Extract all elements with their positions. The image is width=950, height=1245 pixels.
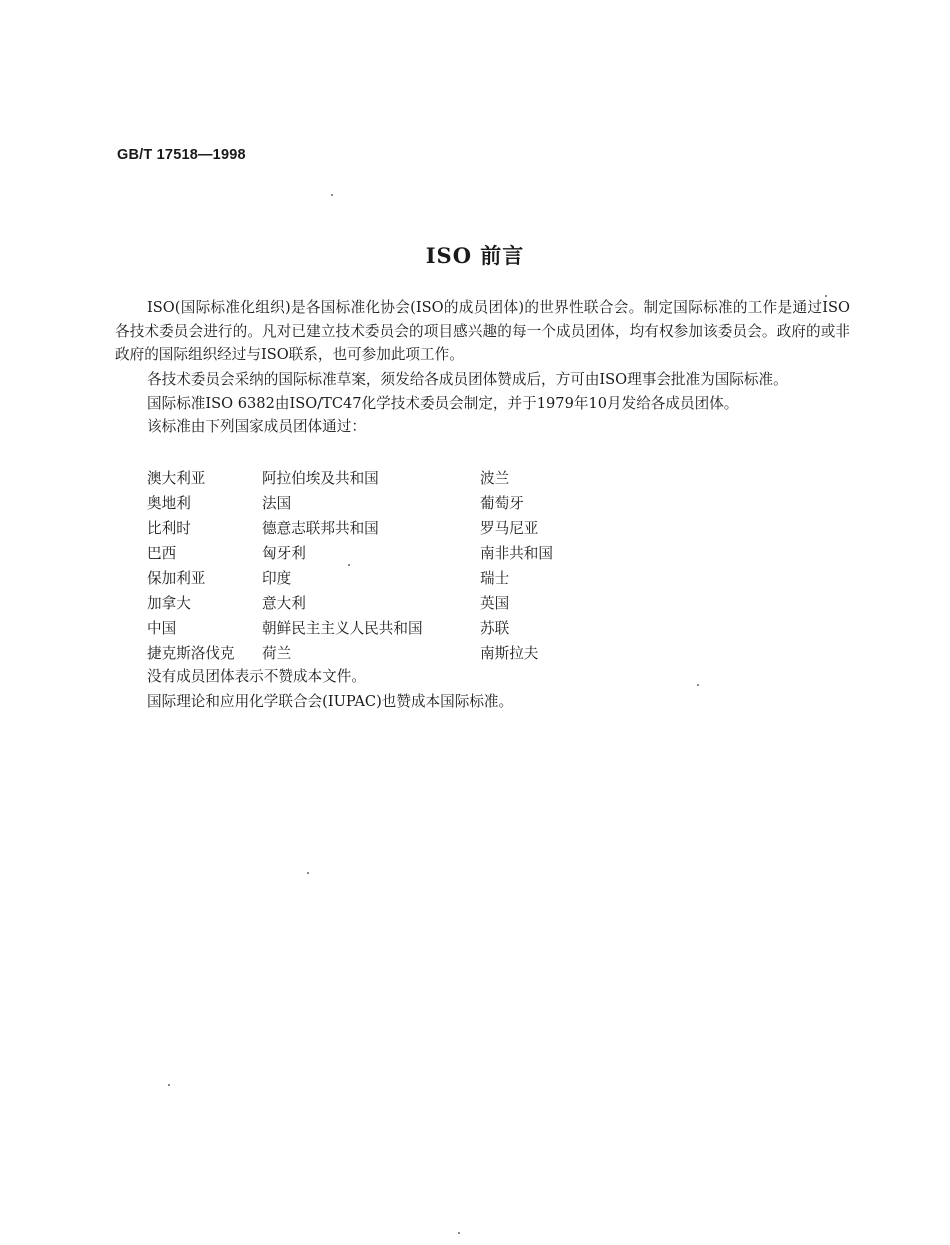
country-name: 葡萄牙 bbox=[480, 495, 524, 512]
scan-speck bbox=[458, 1232, 460, 1234]
country-name: 南非共和国 bbox=[480, 545, 553, 562]
country-list bbox=[147, 465, 600, 665]
scan-speck bbox=[825, 295, 827, 297]
country-name: 罗马尼亚 bbox=[480, 520, 539, 537]
country-name: 阿拉伯埃及共和国 bbox=[262, 470, 379, 487]
country-row bbox=[147, 465, 600, 490]
country-name: 印度 bbox=[262, 570, 292, 587]
country-row bbox=[147, 490, 600, 515]
country-name: 澳大利亚 bbox=[147, 470, 206, 487]
country-name: 瑞士 bbox=[480, 570, 510, 587]
country-name: 奥地利 bbox=[147, 495, 191, 512]
no-disapproval-statement: 没有成员团体表示不赞成本文件。 bbox=[147, 668, 366, 685]
country-name: 保加利亚 bbox=[147, 570, 206, 587]
foreword-body bbox=[115, 296, 850, 439]
country-name: 加拿大 bbox=[147, 595, 191, 612]
country-name: 比利时 bbox=[147, 520, 191, 537]
country-name: 法国 bbox=[262, 495, 292, 512]
country-row bbox=[147, 640, 600, 665]
country-name: 朝鲜民主主义人民共和国 bbox=[262, 620, 423, 637]
country-row bbox=[147, 565, 600, 590]
scan-speck bbox=[697, 684, 699, 686]
country-name: 中国 bbox=[147, 620, 177, 637]
country-name: 南斯拉夫 bbox=[480, 645, 539, 662]
country-name: 意大利 bbox=[262, 595, 306, 612]
country-name: 苏联 bbox=[480, 620, 510, 637]
country-name: 英国 bbox=[480, 595, 510, 612]
country-row bbox=[147, 590, 600, 615]
paragraph-approval: 各技术委员会采纳的国际标准草案，须发给各成员团体赞成后，方可由ISO理事会批准为国际标准。 bbox=[147, 371, 788, 388]
scan-speck bbox=[307, 872, 309, 874]
country-name: 荷兰 bbox=[262, 645, 292, 662]
country-name: 德意志联邦共和国 bbox=[262, 520, 379, 537]
country-row bbox=[147, 515, 600, 540]
page-title: ISO 前言 bbox=[425, 243, 525, 268]
standard-number: GB/T 17518—1998 bbox=[117, 147, 246, 163]
scan-speck bbox=[331, 194, 333, 196]
country-name: 巴西 bbox=[147, 545, 177, 562]
closing-statements bbox=[147, 664, 513, 714]
scan-speck bbox=[168, 1084, 170, 1086]
paragraph-standard-origin: 国际标准ISO 6382由ISO/TC47化学技术委员会制定，并于1979年10月发给各成员团体。 bbox=[147, 394, 739, 412]
paragraph-iso-intro: ISO(国际标准化组织)是各国标准化协会(ISO的成员团体)的世界性联合会。制定国际标准的工作是通过ISO各技术委员会进行的。凡对已建立技术委员会的项目感兴趣的每一个成员团体，均有权参加该委员会。政府的或非政府的国际组织经过与ISO联系，也可参加此项工作。 bbox=[115, 299, 850, 363]
paragraph-approved-by: 该标准由下列国家成员团体通过： bbox=[147, 418, 366, 435]
country-row bbox=[147, 540, 600, 565]
scan-speck bbox=[348, 564, 350, 566]
country-row bbox=[147, 615, 600, 640]
country-name: 捷克斯洛伐克 bbox=[147, 645, 235, 662]
country-name: 匈牙利 bbox=[262, 545, 306, 562]
country-name: 波兰 bbox=[480, 470, 510, 487]
iupac-statement: 国际理论和应用化学联合会(IUPAC)也赞成本国际标准。 bbox=[147, 693, 514, 710]
